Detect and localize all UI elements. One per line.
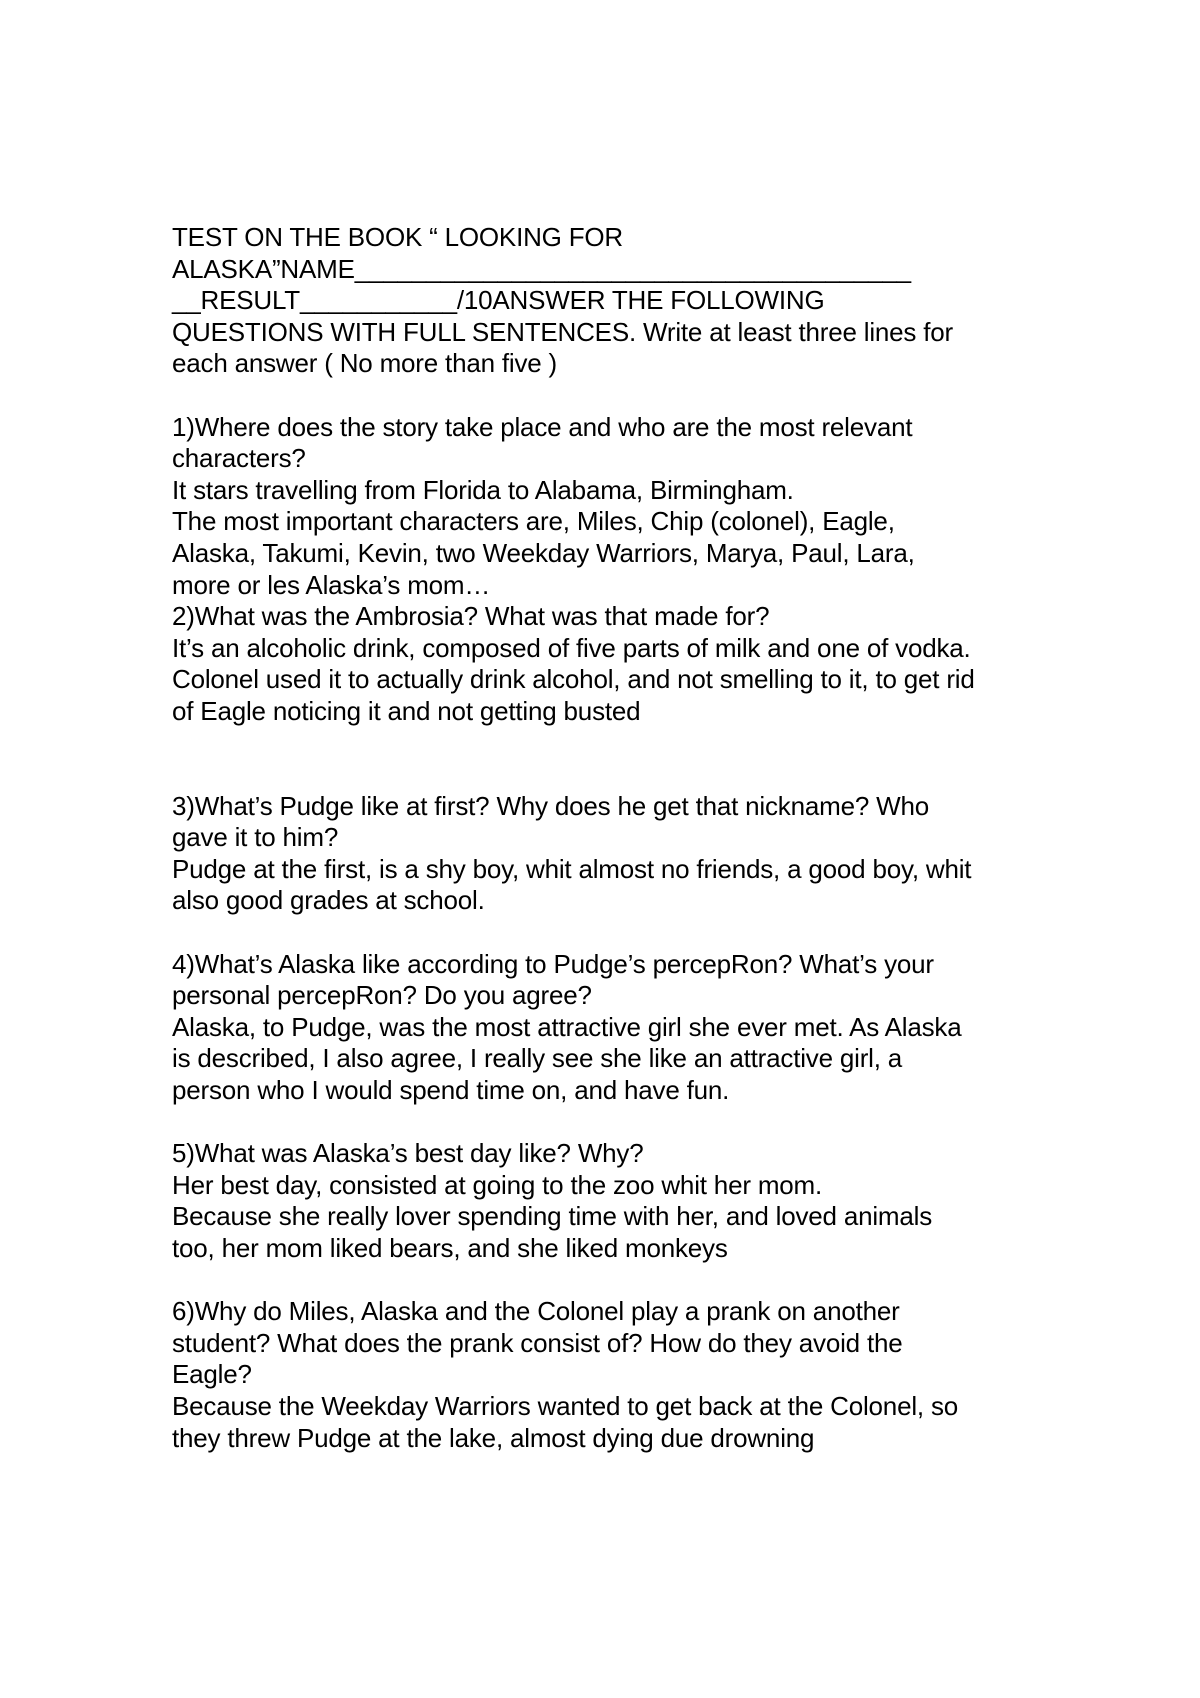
result-field-line: __RESULT___________/10ANSWER THE FOLLOWING bbox=[172, 285, 825, 316]
question-1-line-2: characters? bbox=[172, 443, 306, 474]
answer-2-line-3: of Eagle noticing it and not getting busted bbox=[172, 695, 641, 726]
answer-6-line-2: they threw Pudge at the lake, almost dying due drowning bbox=[172, 1422, 815, 1453]
spacer bbox=[172, 380, 1052, 412]
answer-1-line-4: more or les Alaska’s mom… bbox=[172, 569, 491, 600]
answer-5-line-2: Because she really lover spending time with her, and loved animals bbox=[172, 1201, 933, 1232]
answer-3-line-1: Pudge at the first, is a shy boy, whit almost no friends, a good boy, whit bbox=[172, 853, 972, 884]
answer-3-line-2: also good grades at school. bbox=[172, 885, 485, 916]
question-6-line-1: 6)Why do Miles, Alaska and the Colonel play a prank on another bbox=[172, 1296, 900, 1327]
spacer bbox=[172, 1265, 1052, 1297]
test-title-line-1: TEST ON THE BOOK “ LOOKING FOR bbox=[172, 222, 623, 252]
answer-4-line-3: person who I would spend time on, and have fun. bbox=[172, 1075, 730, 1106]
document-page bbox=[172, 222, 1052, 1454]
question-1-line-1: 1)Where does the story take place and who are the most relevant bbox=[172, 411, 913, 442]
answer-4-line-2: is described, I also agree, I really see she like an attractive girl, a bbox=[172, 1043, 903, 1074]
spacer bbox=[172, 1107, 1052, 1139]
answer-1-line-3: Alaska, Takumi, Kevin, two Weekday Warriors, Marya, Paul, Lara, bbox=[172, 537, 915, 568]
answer-4-line-1: Alaska, to Pudge, was the most attractive girl she ever met. As Alaska bbox=[172, 1011, 962, 1042]
question-5-line-1: 5)What was Alaska’s best day like? Why? bbox=[172, 1138, 644, 1169]
answer-6-line-1: Because the Weekday Warriors wanted to get back at the Colonel, so bbox=[172, 1390, 959, 1421]
test-title-name-field: ALASKA”NAME_______________________________________ bbox=[172, 253, 911, 284]
answer-1-line-2: The most important characters are, Miles, Chip (colonel), Eagle, bbox=[172, 506, 895, 537]
question-3-line-1: 3)What’s Pudge like at first? Why does he get that nickname? Who bbox=[172, 790, 929, 821]
question-6-line-3: Eagle? bbox=[172, 1359, 252, 1390]
instructions-line-1: QUESTIONS WITH FULL SENTENCES. Write at least three lines for bbox=[172, 316, 953, 347]
question-4-line-1: 4)What’s Alaska like according to Pudge’s percepRon? What’s your bbox=[172, 948, 934, 979]
instructions-line-2: each answer ( No more than five ) bbox=[172, 348, 558, 379]
question-4-line-2: personal percepRon? Do you agree? bbox=[172, 980, 592, 1011]
answer-1-line-1: It stars travelling from Florida to Alabama, Birmingham. bbox=[172, 474, 794, 505]
question-3-line-2: gave it to him? bbox=[172, 822, 339, 853]
question-6-line-2: student? What does the prank consist of? How do they avoid the bbox=[172, 1327, 903, 1358]
answer-5-line-3: too, her mom liked bears, and she liked monkeys bbox=[172, 1233, 728, 1263]
question-2-line-1: 2)What was the Ambrosia? What was that made for? bbox=[172, 601, 770, 632]
spacer bbox=[172, 917, 1052, 949]
spacer bbox=[172, 728, 1052, 791]
answer-5-line-1: Her best day, consisted at going to the zoo whit her mom. bbox=[172, 1169, 823, 1200]
answer-2-line-1: It’s an alcoholic drink, composed of five parts of milk and one of vodka. bbox=[172, 632, 971, 663]
answer-2-line-2: Colonel used it to actually drink alcohol, and not smelling to it, to get rid bbox=[172, 664, 975, 695]
